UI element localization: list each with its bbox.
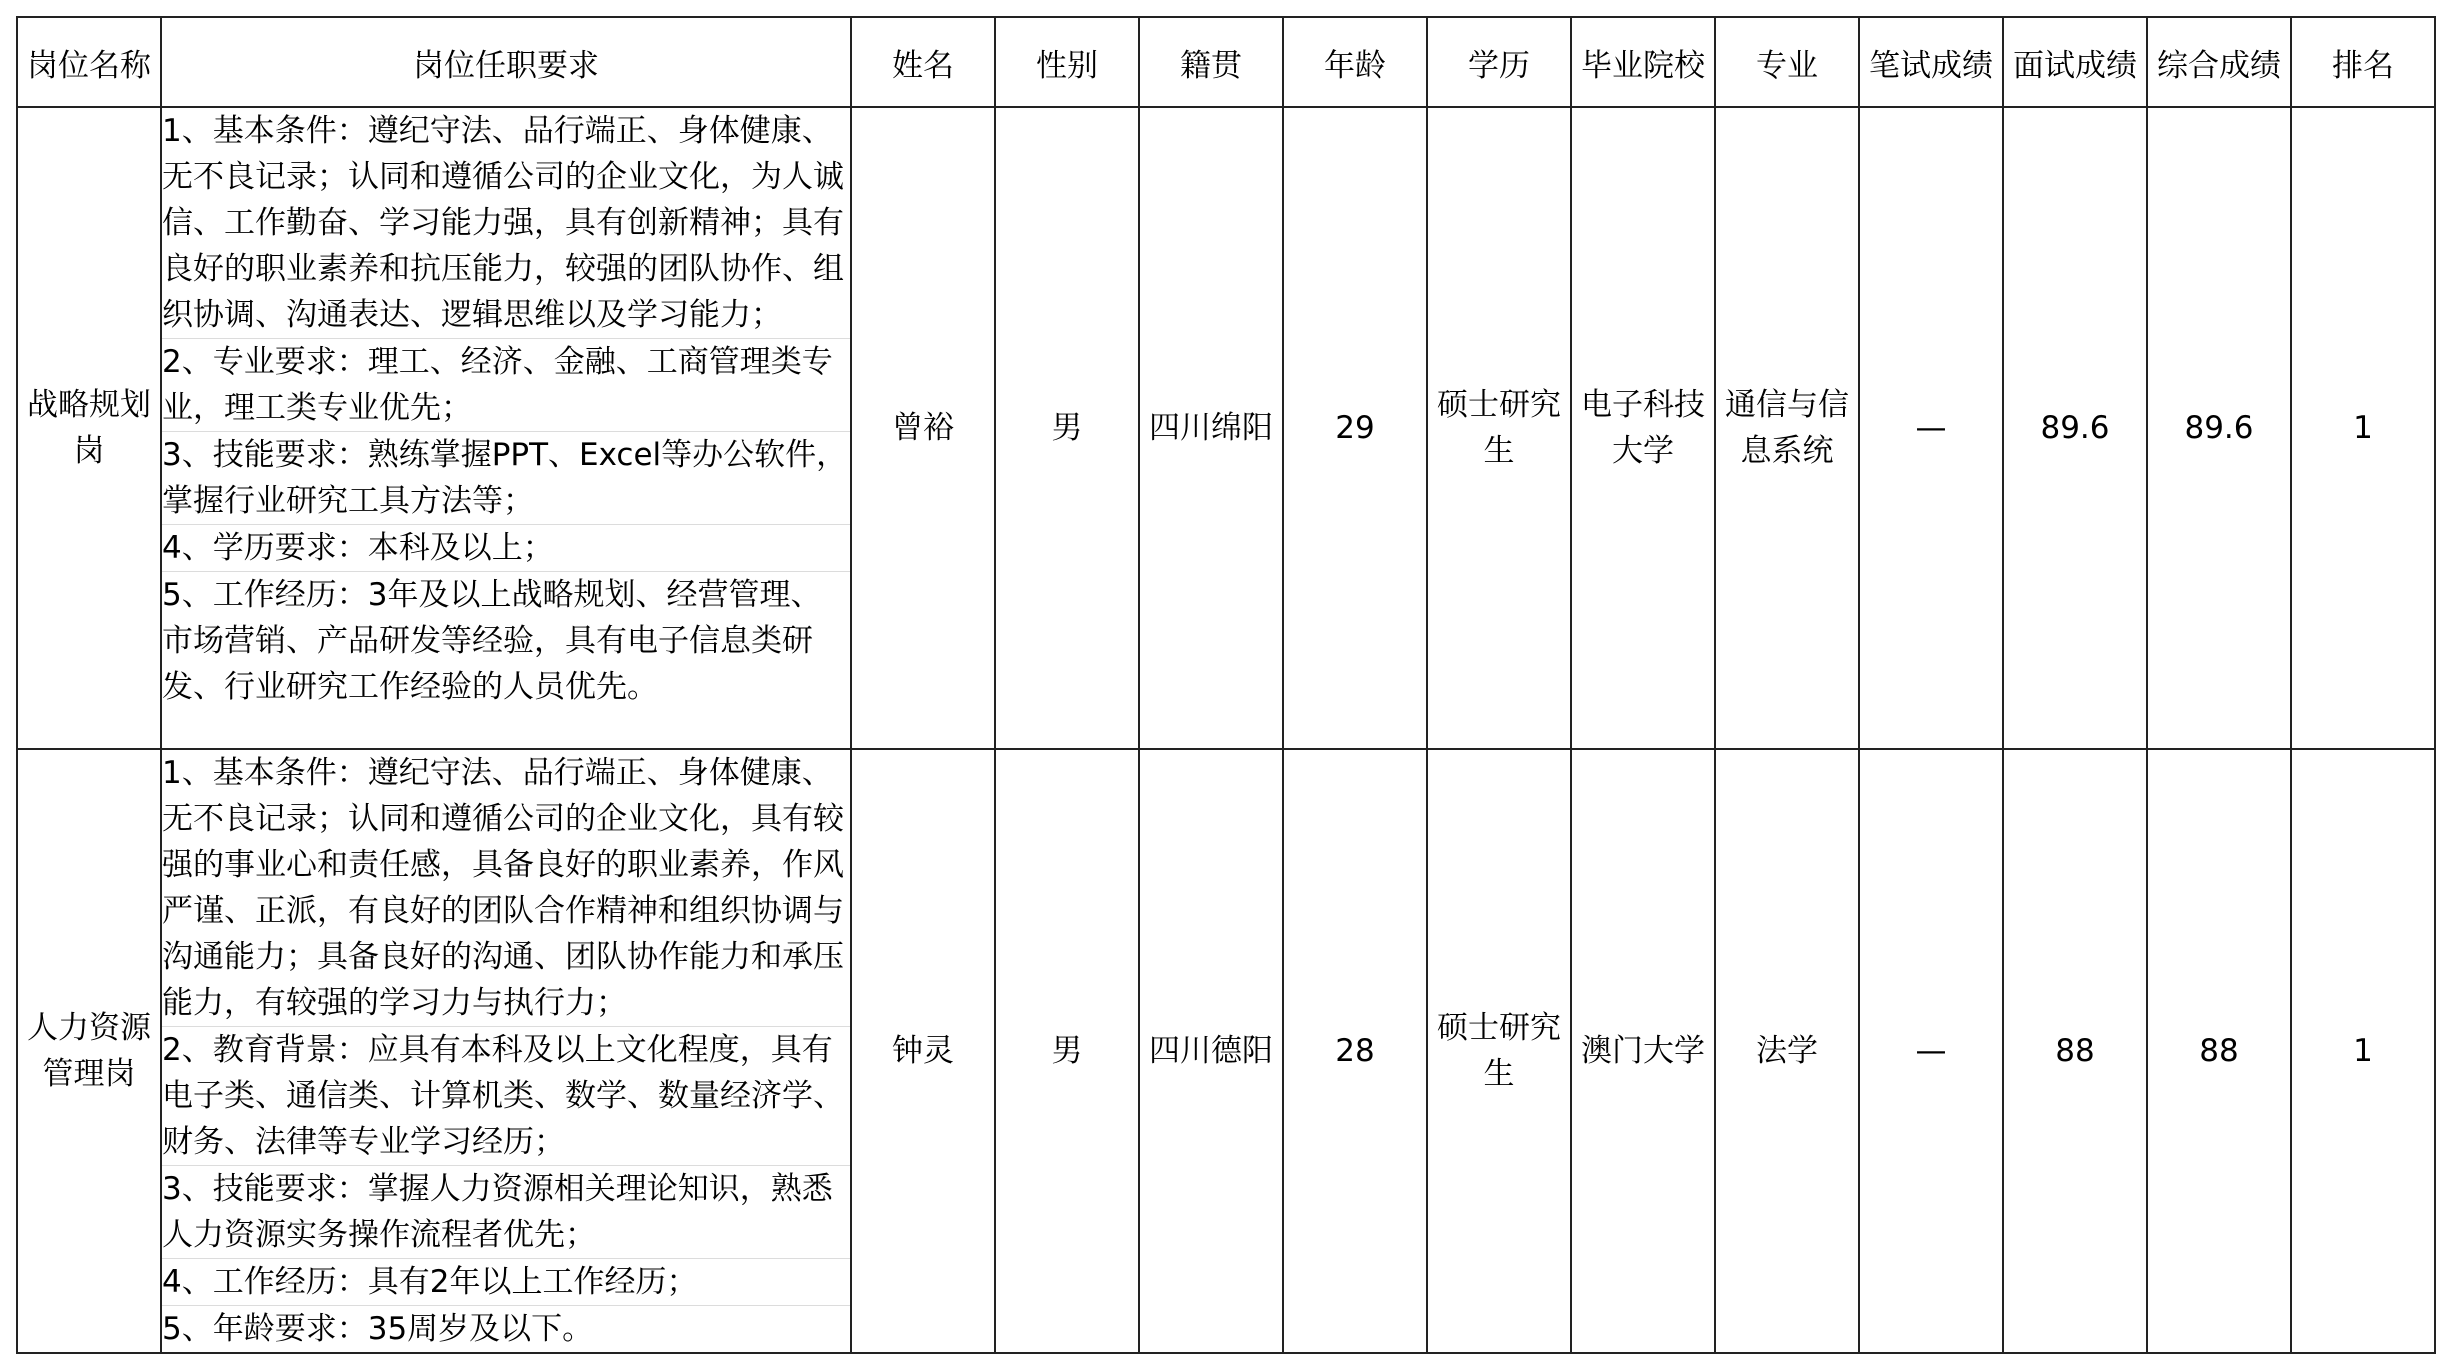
age-cell: 29	[1283, 107, 1427, 749]
requirement-item: 2、教育背景：应具有本科及以上文化程度，具有电子类、通信类、计算机类、数学、数量经济学、财务、法律等专业学习经历；	[162, 1027, 850, 1166]
rank-cell: 1	[2291, 107, 2435, 749]
header-cell: 专业	[1715, 17, 1859, 107]
school-cell: 澳门大学	[1571, 749, 1715, 1353]
gender-cell: 男	[995, 749, 1139, 1353]
rank-cell: 1	[2291, 749, 2435, 1353]
header-cell: 笔试成绩	[1859, 17, 2003, 107]
hometown-cell: 四川绵阳	[1139, 107, 1283, 749]
header-cell: 排名	[2291, 17, 2435, 107]
header-cell: 姓名	[851, 17, 995, 107]
header-cell: 岗位名称	[17, 17, 161, 107]
table-row	[17, 749, 2435, 1353]
header-cell: 岗位任职要求	[161, 17, 851, 107]
requirement-item: 4、工作经历：具有2年以上工作经历；	[162, 1259, 850, 1306]
name-cell: 钟灵	[851, 749, 995, 1353]
gender-cell: 男	[995, 107, 1139, 749]
interview-score-cell: 88	[2003, 749, 2147, 1353]
requirement-item: 3、技能要求：熟练掌握PPT、Excel等办公软件，掌握行业研究工具方法等；	[162, 432, 850, 525]
header-row	[17, 17, 2435, 107]
total-score-cell: 89.6	[2147, 107, 2291, 749]
interview-score-cell: 89.6	[2003, 107, 2147, 749]
position-cell: 战略规划岗	[17, 107, 161, 749]
written-score-cell: —	[1859, 749, 2003, 1353]
header-cell: 毕业院校	[1571, 17, 1715, 107]
header-cell: 年龄	[1283, 17, 1427, 107]
requirements-cell	[161, 749, 851, 1353]
requirement-item: 5、工作经历：3年及以上战略规划、经营管理、市场营销、产品研发等经验，具有电子信息类研发、行业研究工作经验的人员优先。	[162, 577, 822, 705]
hometown-cell: 四川德阳	[1139, 749, 1283, 1353]
requirement-item: 1、基本条件：遵纪守法、品行端正、身体健康、无不良记录；认同和遵循公司的企业文化，为人诚信、工作勤奋、学习能力强，具有创新精神；具有良好的职业素养和抗压能力，较强的团队协作、组织协调、沟通表达、逻辑思维以及学习能力；	[162, 108, 850, 339]
header-cell: 籍贯	[1139, 17, 1283, 107]
header-cell: 综合成绩	[2147, 17, 2291, 107]
results-table	[16, 16, 2436, 1354]
major-cell: 法学	[1715, 749, 1859, 1353]
position-cell: 人力资源管理岗	[17, 749, 161, 1353]
table-row	[17, 107, 2435, 749]
name-cell: 曾裕	[851, 107, 995, 749]
header-cell: 面试成绩	[2003, 17, 2147, 107]
total-score-cell: 88	[2147, 749, 2291, 1353]
written-score-cell: —	[1859, 107, 2003, 749]
header-cell: 性别	[995, 17, 1139, 107]
requirement-item: 3、技能要求：掌握人力资源相关理论知识，熟悉人力资源实务操作流程者优先；	[162, 1166, 850, 1259]
requirement-item: 2、专业要求：理工、经济、金融、工商管理类专业，理工类专业优先；	[162, 339, 850, 432]
header-cell: 学历	[1427, 17, 1571, 107]
requirements-cell	[161, 107, 851, 749]
age-cell: 28	[1283, 749, 1427, 1353]
school-cell: 电子科技大学	[1571, 107, 1715, 749]
requirement-item: 5、年龄要求：35周岁及以下。	[162, 1311, 594, 1347]
requirement-item: 1、基本条件：遵纪守法、品行端正、身体健康、无不良记录；认同和遵循公司的企业文化，具有较强的事业心和责任感，具备良好的职业素养，作风严谨、正派，有良好的团队合作精神和组织协调与沟通能力；具备良好的沟通、团队协作能力和承压能力，有较强的学习力与执行力；	[162, 750, 850, 1027]
major-cell: 通信与信息系统	[1715, 107, 1859, 749]
requirement-item: 4、学历要求：本科及以上；	[162, 525, 850, 572]
education-cell: 硕士研究生	[1427, 107, 1571, 749]
education-cell: 硕士研究生	[1427, 749, 1571, 1353]
